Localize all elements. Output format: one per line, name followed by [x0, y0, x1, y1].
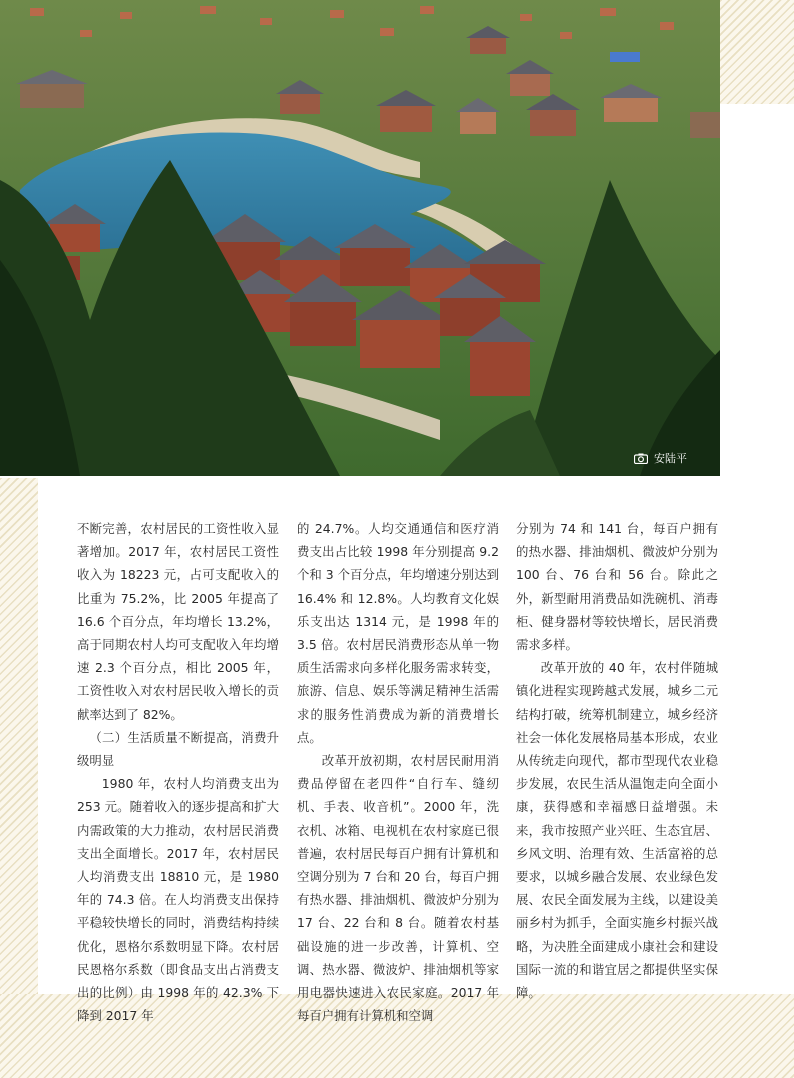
decorative-hatch-top-right: [720, 0, 794, 104]
section-heading: （二）生活质量不断提高，消费升级明显: [77, 729, 279, 769]
text-column-1: [77, 517, 279, 1027]
decorative-hatch-left: [0, 478, 38, 1078]
paragraph: 改革开放的 40 年，农村伴随城镇化进程实现跨越式发展，城乡二元结构打破，统筹机制建立，城乡经济社会一体化发展格局基本形成，农业从传统走向现代，都市型现代农业稳步发展，农民生活从温饱走向全面小康，获得感和幸福感日益增强。未来，我市按照产业兴旺、生态宜居、乡风文明、治理有效、生活富裕的总要求，以城乡融合发展、农业绿色发展、农民全面发展为主线，以建设美丽乡村为抓手，全面实施乡村振兴战略，为决胜全面建成小康社会和建设国际一流的和谐宜居之都提供坚实保障。: [516, 660, 718, 1001]
village-lake-photo: [0, 0, 720, 476]
photo-credit: [634, 450, 687, 466]
paragraph: 的 24.7%。人均交通通信和医疗消费支出占比较 1998 年分别提高 9.2 个和 3 个百分点，年均增速分别达到 16.4% 和 12.8%。人均教育文化娱乐支出达 1314 元，是 1998 年的 3.5 倍。农村居民消费形态从单一物质生活需求向多样化服务需求转变，旅游、信息、娱乐等满足精神生活需求的服务性消费成为新的消费增长点。: [297, 521, 499, 745]
paragraph: 分别为 74 和 141 台，每百户拥有的热水器、排油烟机、微波炉分别为 100 台、76 台和 56 台。除此之外，新型耐用消费品如洗碗机、消毒柜、健身器材等较快增长，居民消费需求多样。: [516, 521, 718, 653]
paragraph: 1980 年，农村人均消费支出为 253 元。随着收入的逐步提高和扩大内需政策的大力推动，农村居民消费支出全面增长。2017 年，农村居民人均消费支出 18810 元，是 1980 年的 74.3 倍。在人均消费支出保持平稳较快增长的同时，消费结构持续优化，恩格尔系数明显下降。农村居民恩格尔系数（即食品支出占消费支出的比例）由 1998 年的 42.3% 下降到 2017 年: [77, 776, 279, 1024]
paragraph: 改革开放初期，农村居民耐用消费品停留在老四件“自行车、缝纫机、手表、收音机”。2000 年，洗衣机、冰箱、电视机在农村家庭已很普遍，农村居民每百户拥有计算机和空调分别为 7 台和 20 台，每百户拥有热水器、排油烟机、微波炉分别为 17 台、22 台和 8 台。随着农村基础设施的进一步改善，计算机、空调、热水器、微波炉、排油烟机等家用电器快速进入农民家庭。2017 年每百户拥有计算机和空调: [297, 753, 499, 1024]
text-column-2: [297, 517, 499, 1027]
camera-icon: [634, 453, 648, 464]
text-column-3: [516, 517, 718, 1004]
paragraph: 不断完善，农村居民的工资性收入显著增加。2017 年，农村居民工资性收入为 18223 元，占可支配收入的比重为 75.2%，比 2005 年提高了 16.6 个百分点，年均增长 13.2%，高于同期农村人均可支配收入年均增速 2.3 个百分点，相比 2005 年，工资性收入对农村居民收入增长的贡献率达到了 82%。: [77, 521, 279, 722]
photo-credit-text: 安陆平: [654, 452, 687, 465]
